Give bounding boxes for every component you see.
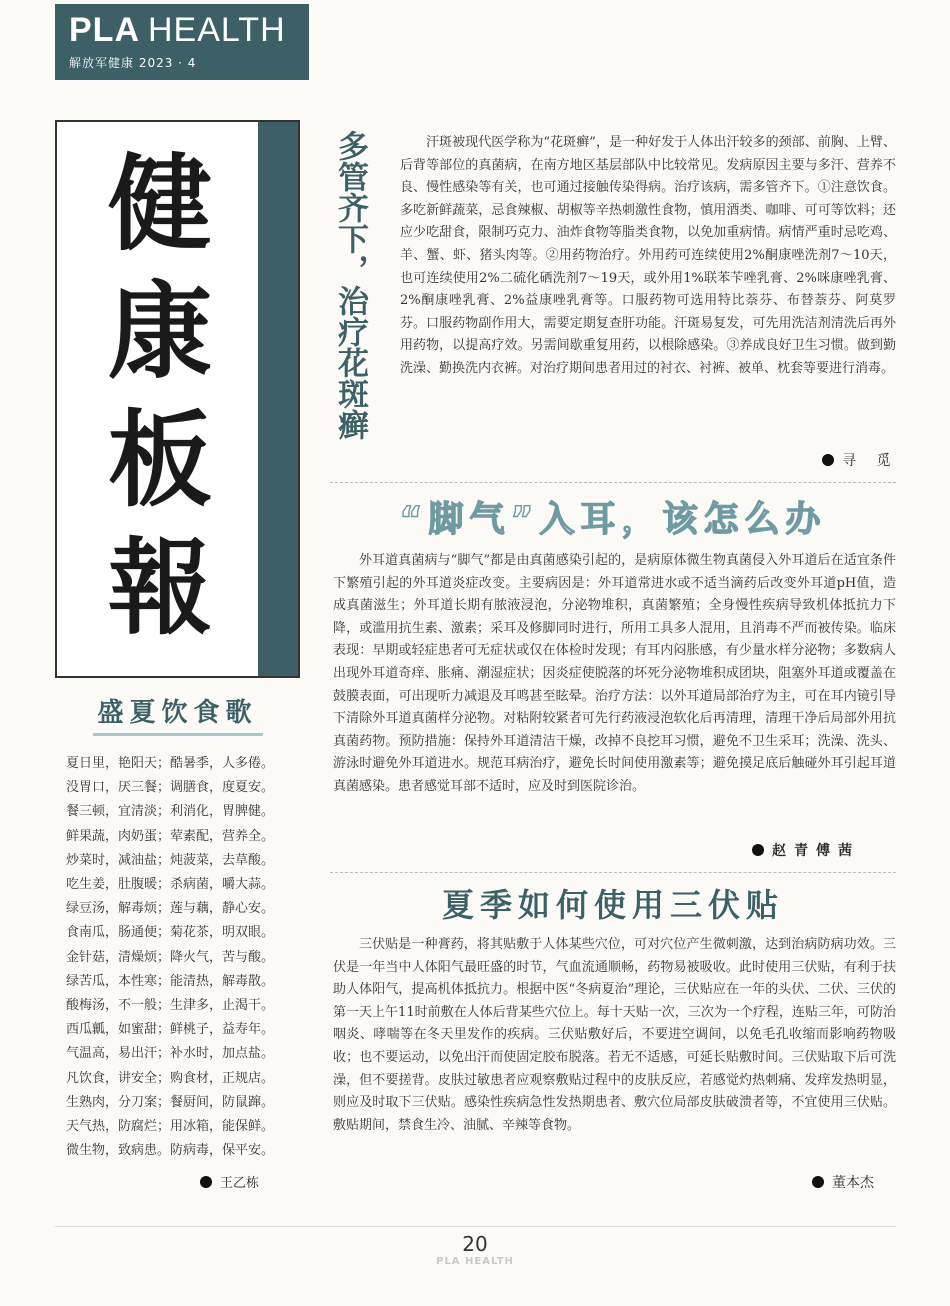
brand-bold: PLA [69, 11, 140, 49]
poem-line: 凡饮食，讲安全；购食材，正规店。 [66, 1070, 275, 1086]
calligraphy-char: 板 [107, 398, 212, 521]
article1-author: 寻 觅 [822, 450, 898, 470]
poem-line: 炒菜时，减油盐；炖菠菜，去草酸。 [66, 852, 275, 868]
article2-body [333, 550, 896, 840]
title-writer-credit: 栏头题字/广 庆 [234, 385, 249, 472]
footer-brand: PLA HEALTH [436, 1256, 514, 1267]
poem-line: 鲜果蔬，肉奶蛋；荤素配，营养全。 [66, 828, 275, 844]
poem-body [66, 752, 306, 1163]
calligraphy-char: 康 [107, 270, 212, 393]
poem-line: 金针菇，清燥烦；降火气，苦与酸。 [66, 949, 275, 965]
poem-line: 气温高，易出汗；补水时，加点盐。 [66, 1046, 275, 1062]
article3-author: 董本杰 [812, 1172, 874, 1192]
column-calligraphy-title [85, 140, 235, 652]
poem-line: 微生物，致病患。防病毒，保平安。 [66, 1143, 275, 1159]
calligraphy-char: 健 [107, 142, 212, 265]
article1-paragraph: 汗斑被现代医学称为“花斑癣”，是一种好发于人体出汗较多的颈部、前胸、上臂、后背等部位的真菌病，在南方地区基层部队中比较常见。发病原因主要与多汗、营养不良、慢性感染等有关，也可通过接触传染得病。治疗该病，需多管齐下。①注意饮食。多吃新鲜蔬菜，忌食辣椒、胡椒等辛热刺激性食物，慎用酒类、咖啡、可可等饮料；还应少吃甜食，限制巧克力、油炸食物等脂类食物，以免加重病情。病情严重时忌吃鸡、羊、蟹、虾、猪头肉等。②用药物治疗。外用药可连续使用2%酮康唑洗剂7～10天，也可连续使用2%二硫化硒洗剂7～19天，或外用1%联苯苄唑乳膏、2%咪康唑乳膏、2%酮康唑乳膏、2%益康唑乳膏等。口服药物可选用特比萘芬、布替萘芬、阿莫罗芬。口服药物副作用大，需要定期复查肝功能。汗斑易复发，可先用洗洁剂清洗后再外用药物，以提高疗效。另需间歇重复用药，以根除感染。③养成良好卫生习惯。做到勤洗澡、勤换洗内衣裤。对治疗期间患者用过的衬衣、衬裤、被单、枕套等要进行消毒。 [400, 135, 896, 376]
brand-light: HEALTH [148, 11, 286, 49]
poem-line: 绿苦瓜，本性寒；能清热，解毒散。 [66, 973, 275, 989]
brand-logo [69, 10, 299, 50]
calligraphy-char: 報 [107, 526, 212, 649]
poem-line: 绿豆汤，解毒烦；莲与藕，静心安。 [66, 901, 275, 917]
poem-line: 吃生姜，肚腹暖；杀病菌，嚼大蒜。 [66, 877, 275, 893]
poem-line: 食南瓜，肠通便；菊花茶，明双眼。 [66, 925, 275, 941]
column-header-box [55, 120, 300, 678]
article1-title: 多管齐下，治疗花斑癣 [332, 130, 368, 440]
poem-line: 夏日里，艳阳天；酷暑季，人多倦。 [66, 756, 275, 771]
editor-credit: 责任编辑/王海平 [234, 260, 249, 356]
section-divider [330, 872, 896, 873]
poem-line: 天气热，防腐烂；用冰箱，能保鲜。 [66, 1119, 275, 1135]
footer-rule [55, 1226, 896, 1227]
poem-author: 王乙栋 [200, 1172, 259, 1191]
poem-line: 没胃口，厌三餐；调膳食，度夏安。 [66, 780, 275, 796]
bullet-icon [822, 454, 834, 466]
article2-title: “脚气”入耳，该怎么办 [399, 500, 827, 540]
column-credits [214, 260, 250, 550]
poem-line: 酸梅汤，不一般；生津多，止渴干。 [66, 998, 275, 1014]
poem-title: 盛夏饮食歌 [55, 692, 300, 736]
issue-info: 解放军健康 2023 · 4 [69, 56, 197, 70]
bullet-icon [200, 1176, 212, 1188]
article1-body [400, 132, 896, 452]
poem-line: 餐三顿，宜清淡；利消化，胃脾健。 [66, 804, 275, 820]
article2-author: 赵青傅茜 [752, 840, 860, 860]
article3-paragraph: 三伏贴是一种膏药，将其贴敷于人体某些穴位，可对穴位产生微刺激，达到治病防病功效。三伏是一年当中人体阳气最旺盛的时节，气血流通顺畅，药物易被吸收。此时使用三伏贴，有利于扶助人体阳气，提高机体抵抗力。根据中医“冬病夏治”理论，三伏贴应在一年的头伏、二伏、三伏的第一天上午11时前敷在人体后背某些穴位上。每十天贴一次，三次为一个疗程，连贴三年，可防治咽炎、哮喘等在冬天里发作的疾病。三伏贴敷好后，不要进空调间，以免毛孔收缩而影响药物吸收；也不要运动，以免出汗而使固定胶布脱落。若无不适感，可延长贴敷时间。三伏贴取下后可洗澡，但不要搓背。皮肤过敏患者应观察敷贴过程中的皮肤反应，若感觉灼热刺痛、发痒发热明显，则应及时取下三伏贴。感染性疾病急性发热期患者、敷穴位局部皮肤破溃者等，不宜使用三伏贴。敷贴期间，禁食生冷、油腻、辛辣等食物。 [333, 937, 896, 1133]
poem-title-underline [93, 733, 263, 736]
poem-line: 西瓜瓤，如蜜甜；鲜桃子，益寿年。 [66, 1022, 275, 1038]
page-number: 20 [462, 1232, 488, 1256]
section-divider [330, 482, 896, 483]
column-accent-strip [258, 122, 298, 676]
bullet-icon [812, 1176, 824, 1188]
bullet-icon [752, 844, 764, 856]
article3-title: 夏季如何使用三伏贴 [441, 886, 784, 924]
article2-paragraph: 外耳道真菌病与“脚气”都是由真菌感染引起的，是病原体微生物真菌侵入外耳道后在适宜条件下繁殖引起的外耳道炎症改变。主要病因是：外耳道常进水或不适当滴药后改变外耳道pH值，造成真菌滋生；外耳道长期有脓液浸泡，分泌物堆积，真菌繁殖；全身慢性疾病导致机体抵抗力下降，或滥用抗生素、激素；采耳及修脚同时进行，所用工具多人混用，且消毒不严而被传染。临床表现：早期或轻症患者可无症状或仅在体检时发现；有耳内闷胀感，有少量水样分泌物；多数病人出现外耳道奇痒、胀痛、潮湿症状；因炎症使脱落的坏死分泌物堆积成团块，阻塞外耳道或覆盖在鼓膜表面，可出现听力减退及耳鸣甚至眩晕。治疗方法：以外耳道局部治疗为主，可在耳内镜引导下清除外耳道真菌样分泌物。对粘附较紧者可先行药液浸泡软化后再清理，清理干净后局部外用抗真菌药物。预防措施：保持外耳道清洁干燥，改掉不良挖耳习惯，避免不卫生采耳；洗澡、洗头、游泳时避免外耳道进水。规范耳病治疗，避免长时间使用激素等；避免摸足底后触碰外耳引起耳道真菌感染。患者感觉耳部不适时，应及时到医院诊治。 [333, 553, 896, 794]
poem-line: 生熟肉，分刀案；餐厨间，防鼠蹿。 [66, 1094, 275, 1110]
article3-body [333, 934, 896, 1174]
masthead [55, 4, 309, 80]
